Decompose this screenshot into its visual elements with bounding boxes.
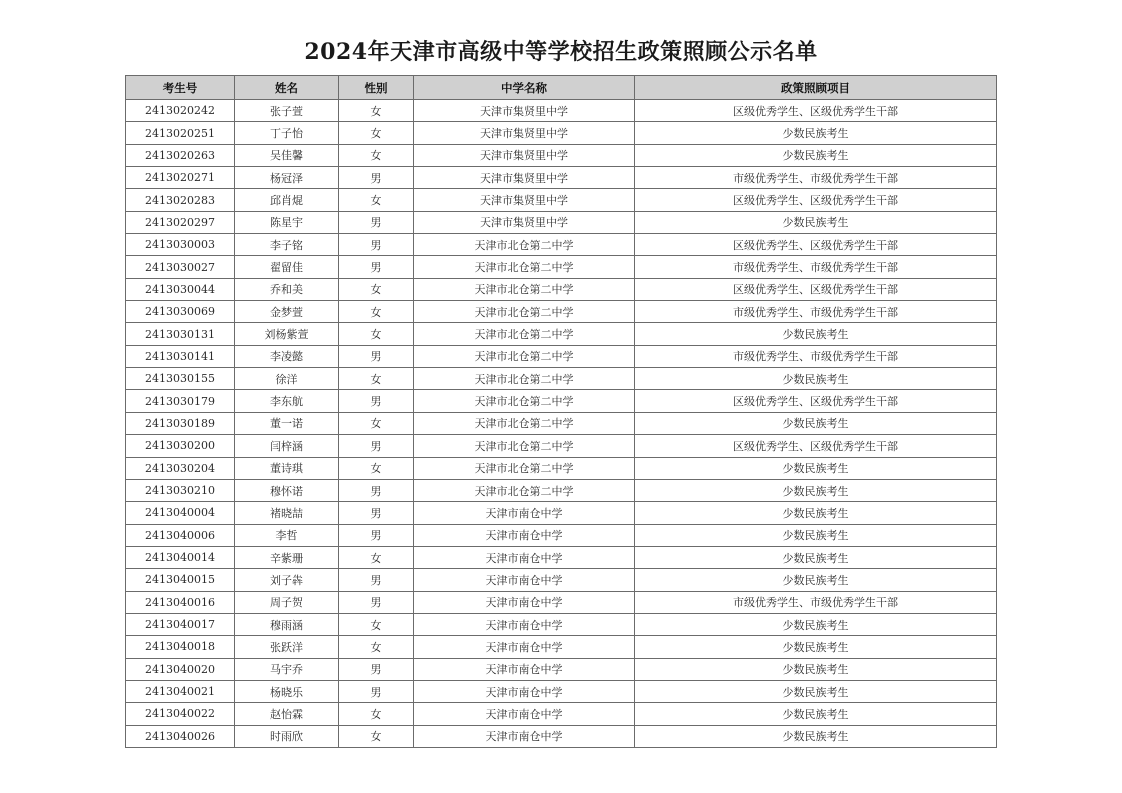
school-name-cell: 天津市集贤里中学 bbox=[414, 211, 635, 233]
gender-cell: 女 bbox=[339, 703, 414, 725]
student-name-cell: 时雨欣 bbox=[235, 725, 339, 747]
gender-cell: 男 bbox=[339, 680, 414, 702]
gender-cell: 女 bbox=[339, 323, 414, 345]
gender-cell: 女 bbox=[339, 636, 414, 658]
table-row bbox=[126, 680, 997, 702]
header-gender: 性别 bbox=[339, 76, 414, 100]
student-name-cell: 褚晓喆 bbox=[235, 502, 339, 524]
school-name-cell: 天津市北仓第二中学 bbox=[414, 479, 635, 501]
table-row bbox=[126, 412, 997, 434]
school-name-cell: 天津市集贤里中学 bbox=[414, 100, 635, 122]
policy-item-cell: 市级优秀学生、市级优秀学生干部 bbox=[635, 167, 997, 189]
exam-number-cell: 2413040018 bbox=[126, 636, 235, 658]
school-name-cell: 天津市北仓第二中学 bbox=[414, 345, 635, 367]
exam-number-cell: 2413030131 bbox=[126, 323, 235, 345]
school-name-cell: 天津市南仓中学 bbox=[414, 502, 635, 524]
exam-number-cell: 2413040006 bbox=[126, 524, 235, 546]
table-body bbox=[126, 100, 997, 748]
exam-number-cell: 2413030210 bbox=[126, 479, 235, 501]
gender-cell: 男 bbox=[339, 234, 414, 256]
gender-cell: 男 bbox=[339, 658, 414, 680]
policy-item-cell: 少数民族考生 bbox=[635, 524, 997, 546]
student-name-cell: 辛紫珊 bbox=[235, 546, 339, 568]
student-name-cell: 陈星宇 bbox=[235, 211, 339, 233]
table-row bbox=[126, 323, 997, 345]
student-name-cell: 李东航 bbox=[235, 390, 339, 412]
school-name-cell: 天津市南仓中学 bbox=[414, 725, 635, 747]
header-policy-item: 政策照顾项目 bbox=[635, 76, 997, 100]
table-row bbox=[126, 390, 997, 412]
student-name-cell: 吴佳馨 bbox=[235, 144, 339, 166]
policy-item-cell: 市级优秀学生、市级优秀学生干部 bbox=[635, 591, 997, 613]
table-row bbox=[126, 167, 997, 189]
exam-number-cell: 2413020271 bbox=[126, 167, 235, 189]
table-row bbox=[126, 703, 997, 725]
table-header-row bbox=[126, 76, 997, 100]
policy-item-cell: 少数民族考生 bbox=[635, 457, 997, 479]
gender-cell: 女 bbox=[339, 301, 414, 323]
school-name-cell: 天津市南仓中学 bbox=[414, 569, 635, 591]
policy-item-cell: 少数民族考生 bbox=[635, 613, 997, 635]
school-name-cell: 天津市南仓中学 bbox=[414, 591, 635, 613]
gender-cell: 女 bbox=[339, 546, 414, 568]
policy-item-cell: 区级优秀学生、区级优秀学生干部 bbox=[635, 189, 997, 211]
student-name-cell: 金梦萱 bbox=[235, 301, 339, 323]
policy-item-cell: 区级优秀学生、区级优秀学生干部 bbox=[635, 390, 997, 412]
school-name-cell: 天津市北仓第二中学 bbox=[414, 368, 635, 390]
student-name-cell: 丁子怡 bbox=[235, 122, 339, 144]
policy-item-cell: 少数民族考生 bbox=[635, 546, 997, 568]
policy-item-cell: 少数民族考生 bbox=[635, 658, 997, 680]
school-name-cell: 天津市集贤里中学 bbox=[414, 144, 635, 166]
student-name-cell: 张子萱 bbox=[235, 100, 339, 122]
policy-item-cell: 少数民族考生 bbox=[635, 725, 997, 747]
table-row bbox=[126, 636, 997, 658]
student-name-cell: 董一诺 bbox=[235, 412, 339, 434]
table-row bbox=[126, 189, 997, 211]
student-name-cell: 李哲 bbox=[235, 524, 339, 546]
exam-number-cell: 2413040014 bbox=[126, 546, 235, 568]
exam-number-cell: 2413040017 bbox=[126, 613, 235, 635]
table-row bbox=[126, 301, 997, 323]
gender-cell: 女 bbox=[339, 725, 414, 747]
school-name-cell: 天津市集贤里中学 bbox=[414, 122, 635, 144]
student-name-cell: 刘子犇 bbox=[235, 569, 339, 591]
table-row bbox=[126, 278, 997, 300]
table-row bbox=[126, 211, 997, 233]
policy-item-cell: 少数民族考生 bbox=[635, 569, 997, 591]
exam-number-cell: 2413020263 bbox=[126, 144, 235, 166]
exam-number-cell: 2413030155 bbox=[126, 368, 235, 390]
school-name-cell: 天津市北仓第二中学 bbox=[414, 412, 635, 434]
exam-number-cell: 2413020297 bbox=[126, 211, 235, 233]
gender-cell: 女 bbox=[339, 613, 414, 635]
table-row bbox=[126, 479, 997, 501]
exam-number-cell: 2413030179 bbox=[126, 390, 235, 412]
policy-item-cell: 区级优秀学生、区级优秀学生干部 bbox=[635, 278, 997, 300]
exam-number-cell: 2413040020 bbox=[126, 658, 235, 680]
exam-number-cell: 2413030027 bbox=[126, 256, 235, 278]
gender-cell: 男 bbox=[339, 591, 414, 613]
school-name-cell: 天津市北仓第二中学 bbox=[414, 390, 635, 412]
school-name-cell: 天津市北仓第二中学 bbox=[414, 457, 635, 479]
school-name-cell: 天津市北仓第二中学 bbox=[414, 435, 635, 457]
student-name-cell: 赵怡霖 bbox=[235, 703, 339, 725]
exam-number-cell: 2413030189 bbox=[126, 412, 235, 434]
table-row bbox=[126, 256, 997, 278]
exam-number-cell: 2413030141 bbox=[126, 345, 235, 367]
student-name-cell: 穆雨涵 bbox=[235, 613, 339, 635]
school-name-cell: 天津市集贤里中学 bbox=[414, 189, 635, 211]
gender-cell: 男 bbox=[339, 479, 414, 501]
table-row bbox=[126, 658, 997, 680]
header-exam-number: 考生号 bbox=[126, 76, 235, 100]
gender-cell: 女 bbox=[339, 144, 414, 166]
student-name-cell: 周子贺 bbox=[235, 591, 339, 613]
exam-number-cell: 2413040022 bbox=[126, 703, 235, 725]
gender-cell: 男 bbox=[339, 211, 414, 233]
policy-item-cell: 少数民族考生 bbox=[635, 479, 997, 501]
student-name-cell: 翟留佳 bbox=[235, 256, 339, 278]
school-name-cell: 天津市南仓中学 bbox=[414, 680, 635, 702]
gender-cell: 女 bbox=[339, 189, 414, 211]
school-name-cell: 天津市南仓中学 bbox=[414, 658, 635, 680]
exam-number-cell: 2413030200 bbox=[126, 435, 235, 457]
student-name-cell: 杨晓乐 bbox=[235, 680, 339, 702]
gender-cell: 男 bbox=[339, 167, 414, 189]
policy-item-cell: 少数民族考生 bbox=[635, 144, 997, 166]
exam-number-cell: 2413040026 bbox=[126, 725, 235, 747]
page-title: 2024年天津市高级中等学校招生政策照顾公示名单 bbox=[304, 39, 818, 65]
table-row bbox=[126, 569, 997, 591]
exam-number-cell: 2413040015 bbox=[126, 569, 235, 591]
school-name-cell: 天津市南仓中学 bbox=[414, 703, 635, 725]
gender-cell: 男 bbox=[339, 502, 414, 524]
school-name-cell: 天津市北仓第二中学 bbox=[414, 234, 635, 256]
policy-item-cell: 少数民族考生 bbox=[635, 703, 997, 725]
student-name-cell: 闫梓涵 bbox=[235, 435, 339, 457]
policy-item-cell: 市级优秀学生、市级优秀学生干部 bbox=[635, 301, 997, 323]
student-name-cell: 乔和美 bbox=[235, 278, 339, 300]
gender-cell: 男 bbox=[339, 435, 414, 457]
gender-cell: 男 bbox=[339, 524, 414, 546]
policy-item-cell: 少数民族考生 bbox=[635, 323, 997, 345]
table-row bbox=[126, 100, 997, 122]
exam-number-cell: 2413040021 bbox=[126, 680, 235, 702]
policy-item-cell: 少数民族考生 bbox=[635, 636, 997, 658]
student-name-cell: 李子铭 bbox=[235, 234, 339, 256]
school-name-cell: 天津市北仓第二中学 bbox=[414, 323, 635, 345]
header-name: 姓名 bbox=[235, 76, 339, 100]
policy-item-cell: 市级优秀学生、市级优秀学生干部 bbox=[635, 345, 997, 367]
gender-cell: 男 bbox=[339, 569, 414, 591]
student-name-cell: 刘杨紫萱 bbox=[235, 323, 339, 345]
table-row bbox=[126, 502, 997, 524]
table-row bbox=[126, 368, 997, 390]
student-name-cell: 穆怀诺 bbox=[235, 479, 339, 501]
exam-number-cell: 2413030044 bbox=[126, 278, 235, 300]
gender-cell: 女 bbox=[339, 100, 414, 122]
exam-number-cell: 2413020283 bbox=[126, 189, 235, 211]
policy-item-cell: 少数民族考生 bbox=[635, 122, 997, 144]
policy-item-cell: 市级优秀学生、市级优秀学生干部 bbox=[635, 256, 997, 278]
policy-item-cell: 少数民族考生 bbox=[635, 502, 997, 524]
table-row bbox=[126, 613, 997, 635]
gender-cell: 女 bbox=[339, 412, 414, 434]
policy-item-cell: 区级优秀学生、区级优秀学生干部 bbox=[635, 234, 997, 256]
exam-number-cell: 2413030003 bbox=[126, 234, 235, 256]
student-name-cell: 董诗琪 bbox=[235, 457, 339, 479]
gender-cell: 男 bbox=[339, 390, 414, 412]
policy-item-cell: 少数民族考生 bbox=[635, 680, 997, 702]
gender-cell: 女 bbox=[339, 457, 414, 479]
school-name-cell: 天津市南仓中学 bbox=[414, 546, 635, 568]
school-name-cell: 天津市南仓中学 bbox=[414, 524, 635, 546]
table-row bbox=[126, 546, 997, 568]
student-name-cell: 马宇乔 bbox=[235, 658, 339, 680]
school-name-cell: 天津市南仓中学 bbox=[414, 636, 635, 658]
student-name-cell: 张跃洋 bbox=[235, 636, 339, 658]
header-school-name: 中学名称 bbox=[414, 76, 635, 100]
school-name-cell: 天津市集贤里中学 bbox=[414, 167, 635, 189]
exam-number-cell: 2413030069 bbox=[126, 301, 235, 323]
gender-cell: 男 bbox=[339, 256, 414, 278]
policy-item-cell: 少数民族考生 bbox=[635, 412, 997, 434]
table-row bbox=[126, 591, 997, 613]
student-name-cell: 邱肖焜 bbox=[235, 189, 339, 211]
policy-item-cell: 区级优秀学生、区级优秀学生干部 bbox=[635, 435, 997, 457]
table-row bbox=[126, 144, 997, 166]
table-row bbox=[126, 234, 997, 256]
table-row bbox=[126, 457, 997, 479]
school-name-cell: 天津市北仓第二中学 bbox=[414, 278, 635, 300]
school-name-cell: 天津市北仓第二中学 bbox=[414, 301, 635, 323]
gender-cell: 女 bbox=[339, 122, 414, 144]
gender-cell: 男 bbox=[339, 345, 414, 367]
policy-item-cell: 少数民族考生 bbox=[635, 211, 997, 233]
table-row bbox=[126, 345, 997, 367]
school-name-cell: 天津市北仓第二中学 bbox=[414, 256, 635, 278]
table-row bbox=[126, 122, 997, 144]
exam-number-cell: 2413020251 bbox=[126, 122, 235, 144]
gender-cell: 女 bbox=[339, 368, 414, 390]
student-name-cell: 杨冠泽 bbox=[235, 167, 339, 189]
exam-number-cell: 2413030204 bbox=[126, 457, 235, 479]
table-row bbox=[126, 524, 997, 546]
exam-number-cell: 2413040004 bbox=[126, 502, 235, 524]
student-name-cell: 徐洋 bbox=[235, 368, 339, 390]
gender-cell: 女 bbox=[339, 278, 414, 300]
exam-number-cell: 2413020242 bbox=[126, 100, 235, 122]
admission-policy-table bbox=[125, 75, 997, 748]
policy-item-cell: 少数民族考生 bbox=[635, 368, 997, 390]
table-row bbox=[126, 435, 997, 457]
table-row bbox=[126, 725, 997, 747]
student-name-cell: 李凌懿 bbox=[235, 345, 339, 367]
exam-number-cell: 2413040016 bbox=[126, 591, 235, 613]
policy-item-cell: 区级优秀学生、区级优秀学生干部 bbox=[635, 100, 997, 122]
school-name-cell: 天津市南仓中学 bbox=[414, 613, 635, 635]
